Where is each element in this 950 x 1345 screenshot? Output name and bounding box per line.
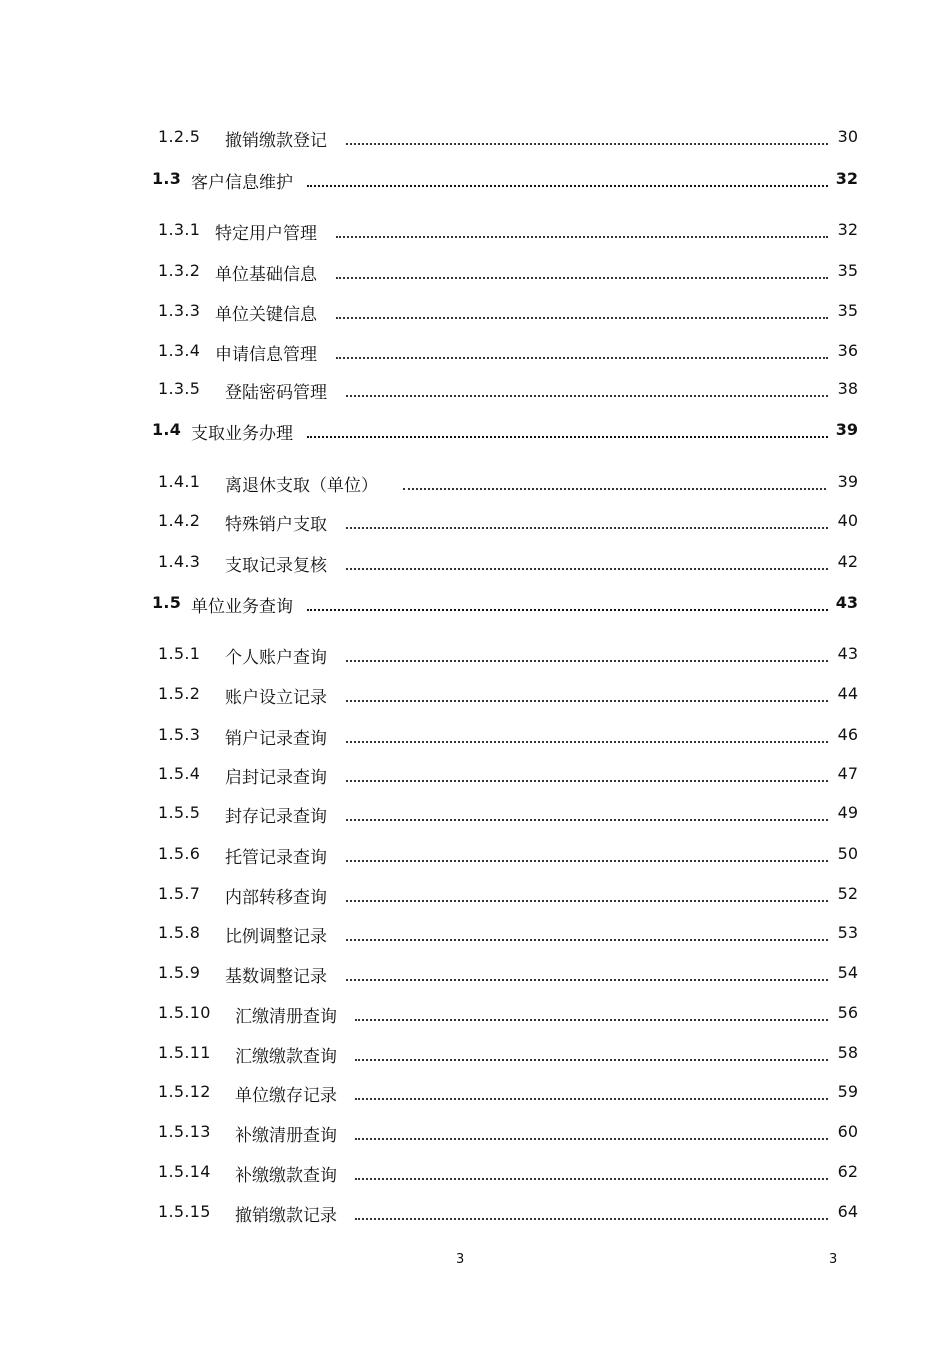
toc-dot-leader: [346, 780, 828, 782]
toc-entry-page: 42: [837, 552, 858, 571]
toc-dot-leader: [355, 1059, 828, 1061]
toc-dot-leader: [336, 317, 828, 319]
toc-entry-number: 1.5.9: [158, 963, 201, 982]
toc-entry[interactable]: [0, 959, 950, 989]
toc-entry-number: 1.4.2: [158, 511, 201, 530]
toc-entry-page: 35: [837, 301, 858, 320]
toc-entry-number: 1.5.3: [158, 725, 201, 744]
toc-entry[interactable]: [0, 416, 950, 446]
toc-entry-title: 补缴缴款查询: [235, 1166, 337, 1186]
toc-dot-leader: [346, 568, 828, 570]
toc-entry[interactable]: [0, 760, 950, 790]
toc-dot-leader: [307, 609, 828, 611]
toc-entry[interactable]: [0, 337, 950, 367]
toc-entry-page: 47: [837, 764, 858, 783]
footer-page-number-center: 3: [456, 1252, 465, 1267]
toc-entry-page: 39: [837, 472, 858, 491]
toc-entry-page: 43: [837, 644, 858, 663]
toc-dot-leader: [307, 185, 828, 187]
toc-entry-title: 登陆密码管理: [225, 383, 327, 403]
toc-entry[interactable]: [0, 165, 950, 195]
toc-entry-title: 申请信息管理: [215, 345, 317, 365]
toc-entry-number: 1.5.2: [158, 684, 201, 703]
toc-entry-page: 36: [837, 341, 858, 360]
toc-entry[interactable]: [0, 548, 950, 578]
toc-entry[interactable]: [0, 840, 950, 870]
toc-entry-title: 特殊销户支取: [225, 515, 327, 535]
toc-entry-number: 1.4.3: [158, 552, 201, 571]
toc-entry-title: 特定用户管理: [215, 224, 317, 244]
toc-entry-number: 1.5.6: [158, 844, 201, 863]
toc-entry[interactable]: [0, 1158, 950, 1188]
toc-dot-leader: [346, 527, 828, 529]
toc-entry-number: 1.3: [152, 169, 182, 188]
toc-entry-title: 汇缴清册查询: [235, 1007, 337, 1027]
toc-entry-number: 1.3.3: [158, 301, 201, 320]
toc-entry-page: 58: [837, 1043, 858, 1062]
toc-entry[interactable]: [0, 680, 950, 710]
footer-page-number-right: 3: [829, 1252, 838, 1267]
toc-entry-title: 单位业务查询: [191, 597, 293, 617]
toc-entry-title: 账户设立记录: [225, 688, 327, 708]
toc-entry-title: 个人账户查询: [225, 648, 327, 668]
toc-dot-leader: [403, 488, 826, 490]
toc-entry-page: 53: [837, 923, 858, 942]
toc-entry-title: 离退休支取（单位）: [225, 476, 378, 496]
toc-entry-page: 32: [835, 169, 858, 188]
toc-dot-leader: [346, 395, 828, 397]
toc-entry-title: 托管记录查询: [225, 848, 327, 868]
toc-entry-page: 49: [837, 803, 858, 822]
toc-entry[interactable]: [0, 1118, 950, 1148]
toc-entry-number: 1.3.4: [158, 341, 201, 360]
toc-entry[interactable]: [0, 257, 950, 287]
toc-entry-page: 64: [837, 1202, 858, 1221]
toc-entry-title: 支取业务办理: [191, 424, 293, 444]
toc-entry-title: 单位基础信息: [215, 265, 317, 285]
toc-entry[interactable]: [0, 297, 950, 327]
toc-entry[interactable]: [0, 1039, 950, 1069]
toc-entry[interactable]: [0, 721, 950, 751]
toc-entry[interactable]: [0, 216, 950, 246]
toc-entry-number: 1.5.5: [158, 803, 201, 822]
toc-entry-page: 46: [837, 725, 858, 744]
toc-entry-number: 1.4.1: [158, 472, 201, 491]
toc-entry-number: 1.5.4: [158, 764, 201, 783]
toc-dot-leader: [355, 1098, 828, 1100]
toc-entry[interactable]: [0, 375, 950, 405]
toc-entry-title: 封存记录查询: [225, 807, 327, 827]
toc-entry-title: 客户信息维护: [191, 173, 293, 193]
toc-entry-title: 内部转移查询: [225, 888, 327, 908]
toc-entry-title: 单位关键信息: [215, 305, 317, 325]
toc-entry-page: 50: [837, 844, 858, 863]
toc-entry-number: 1.5.12: [158, 1082, 211, 1101]
toc-entry[interactable]: [0, 507, 950, 537]
toc-entry[interactable]: [0, 589, 950, 619]
toc-dot-leader: [346, 900, 828, 902]
toc-entry-page: 40: [837, 511, 858, 530]
toc-dot-leader: [346, 741, 828, 743]
toc-entry[interactable]: [0, 640, 950, 670]
toc-entry-number: 1.5: [152, 593, 182, 612]
toc-entry-title: 单位缴存记录: [235, 1086, 337, 1106]
toc-entry[interactable]: [0, 880, 950, 910]
toc-entry-page: 52: [837, 884, 858, 903]
toc-dot-leader: [336, 236, 828, 238]
toc-entry-title: 撤销缴款登记: [225, 131, 327, 151]
toc-entry-number: 1.3.2: [158, 261, 201, 280]
toc-entry-number: 1.5.10: [158, 1003, 211, 1022]
toc-entry-number: 1.3.1: [158, 220, 201, 239]
toc-entry[interactable]: [0, 123, 950, 153]
toc-entry-number: 1.4: [152, 420, 182, 439]
toc-entry[interactable]: [0, 799, 950, 829]
toc-dot-leader: [346, 143, 828, 145]
toc-entry-title: 补缴清册查询: [235, 1126, 337, 1146]
toc-entry-page: 59: [837, 1082, 858, 1101]
toc-entry-page: 56: [837, 1003, 858, 1022]
toc-dot-leader: [346, 660, 828, 662]
toc-dot-leader: [355, 1218, 828, 1220]
toc-dot-leader: [307, 436, 828, 438]
toc-entry-number: 1.5.8: [158, 923, 201, 942]
toc-entry-number: 1.2.5: [158, 127, 201, 146]
toc-entry-page: 32: [837, 220, 858, 239]
toc-entry-title: 基数调整记录: [225, 967, 327, 987]
toc-dot-leader: [355, 1019, 828, 1021]
toc-entry-title: 比例调整记录: [225, 927, 327, 947]
toc-entry[interactable]: [0, 1078, 950, 1108]
toc-dot-leader: [336, 357, 828, 359]
toc-entry-title: 启封记录查询: [225, 768, 327, 788]
toc-entry-number: 1.5.15: [158, 1202, 211, 1221]
toc-entry-page: 35: [837, 261, 858, 280]
toc-entry-title: 支取记录复核: [225, 556, 327, 576]
toc-entry-number: 1.5.11: [158, 1043, 211, 1062]
toc-entry-title: 撤销缴款记录: [235, 1206, 337, 1226]
toc-entry[interactable]: [0, 468, 950, 498]
toc-dot-leader: [346, 819, 828, 821]
toc-entry-page: 44: [837, 684, 858, 703]
toc-dot-leader: [346, 979, 828, 981]
toc-dot-leader: [346, 939, 828, 941]
toc-entry-page: 43: [835, 593, 858, 612]
toc-entry-number: 1.3.5: [158, 379, 201, 398]
toc-entry-page: 30: [837, 127, 858, 146]
toc-entry-page: 39: [835, 420, 858, 439]
toc-entry-page: 60: [837, 1122, 858, 1141]
toc-dot-leader: [346, 700, 828, 702]
toc-entry-number: 1.5.14: [158, 1162, 211, 1181]
toc-entry-number: 1.5.13: [158, 1122, 211, 1141]
toc-entry-page: 62: [837, 1162, 858, 1181]
toc-entry-page: 38: [837, 379, 858, 398]
toc-entry-number: 1.5.1: [158, 644, 201, 663]
toc-entry[interactable]: [0, 999, 950, 1029]
toc-entry-page: 54: [837, 963, 858, 982]
toc-entry-title: 销户记录查询: [225, 729, 327, 749]
toc-dot-leader: [355, 1178, 828, 1180]
toc-dot-leader: [336, 277, 828, 279]
toc-entry[interactable]: [0, 1198, 950, 1228]
toc-dot-leader: [346, 860, 828, 862]
toc-entry-title: 汇缴缴款查询: [235, 1047, 337, 1067]
toc-entry[interactable]: [0, 919, 950, 949]
toc-entry-number: 1.5.7: [158, 884, 201, 903]
toc-dot-leader: [355, 1138, 828, 1140]
